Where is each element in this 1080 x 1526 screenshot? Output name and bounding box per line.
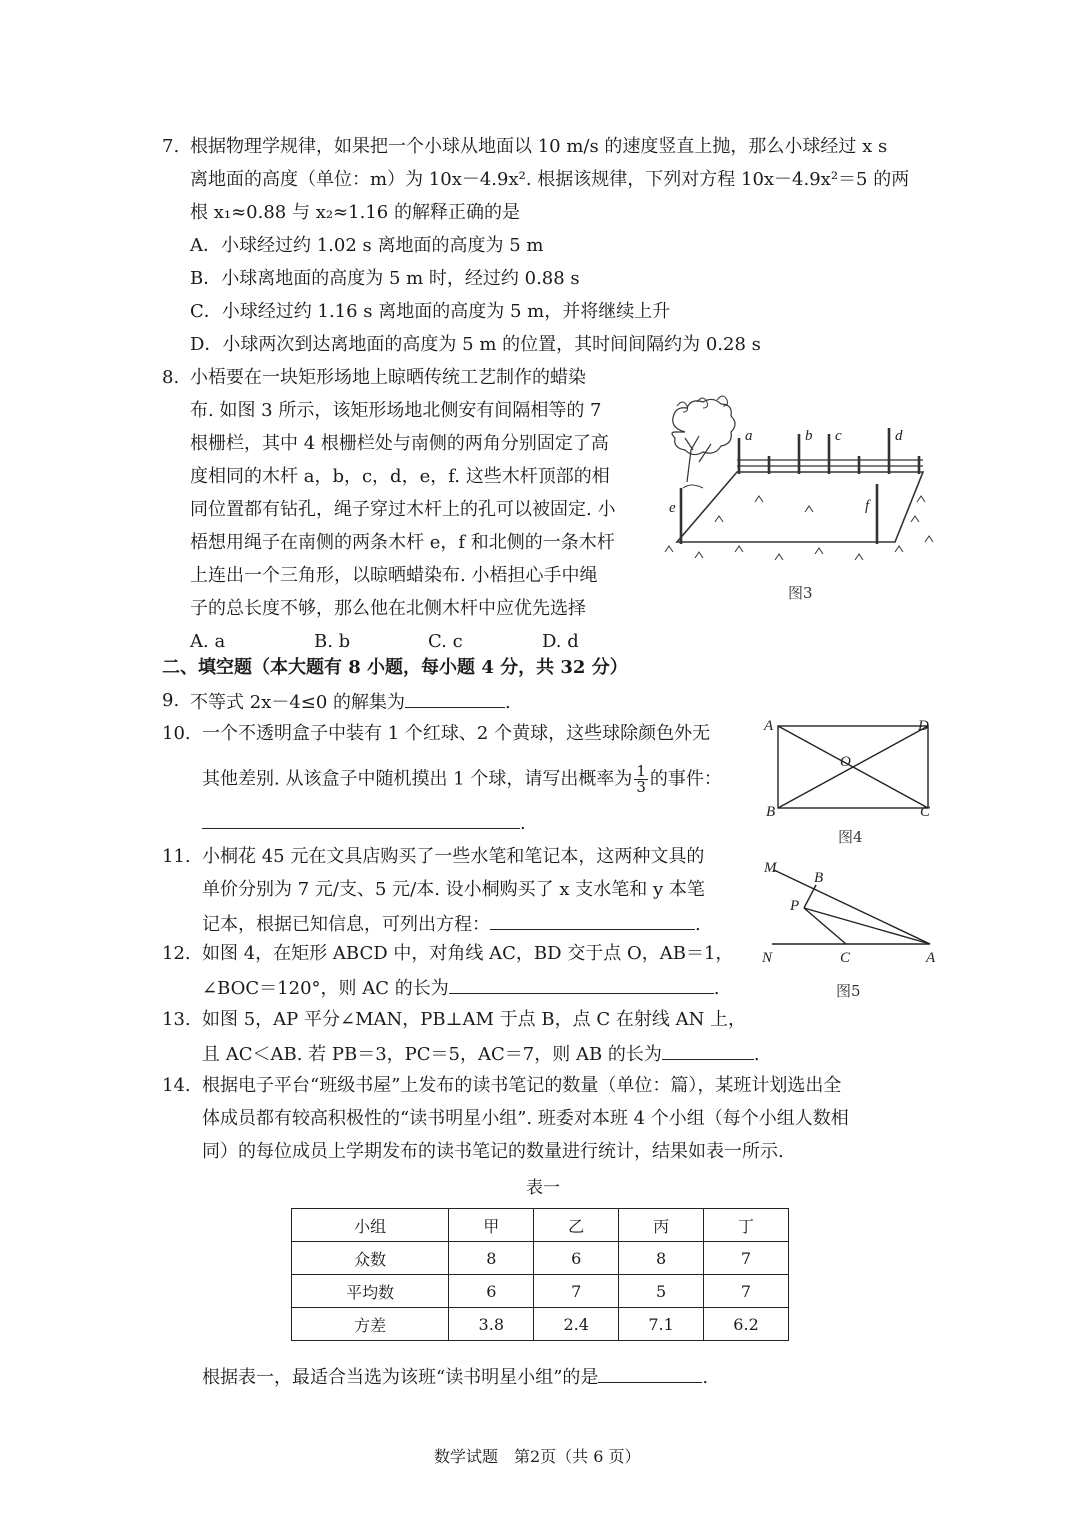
- table-cell: 3.8: [449, 1308, 534, 1341]
- q10-line-2-pre: 其他差别. 从该盒子中随机摸出 1 个球，请写出概率为: [202, 768, 633, 790]
- q12-line-2: [202, 975, 719, 1001]
- table-cell: 甲: [449, 1209, 534, 1242]
- fig5-label-n: N: [762, 950, 773, 966]
- q13-line-2-text: 且 AC＜AB. 若 PB＝3，PC＝5，AC＝7，则 AB 的长为: [202, 1044, 662, 1065]
- table-cell: 7.1: [619, 1308, 704, 1341]
- table-cell: 7: [704, 1242, 789, 1275]
- table-1-title: 表一: [526, 1178, 560, 1198]
- fig4-label-a: A: [764, 718, 774, 734]
- q12-number: 12.: [162, 943, 191, 964]
- q10-fraction-denominator: 3: [636, 778, 646, 796]
- table-cell: 6: [534, 1242, 619, 1275]
- figure-3-drawing: [655, 392, 945, 582]
- q8-option-d: D. d: [542, 631, 579, 652]
- figure-5-drawing: [760, 856, 945, 966]
- fig4-label-c: C: [920, 804, 931, 820]
- q8-option-b: B. b: [314, 631, 351, 652]
- fig3-label-e: e: [669, 500, 676, 516]
- fig3-label-f: f: [865, 498, 870, 514]
- fig5-segment-pb: [804, 885, 816, 908]
- fig3-label-b: b: [805, 428, 813, 444]
- q7-option-c: C．小球经过约 1.16 s 离地面的高度为 5 m，并将继续上升: [190, 301, 671, 322]
- q10-line-1: 一个不透明盒子中装有 1 个红球、2 个黄球，这些球除颜色外无: [202, 723, 711, 744]
- q12-answer-blank[interactable]: [449, 975, 714, 994]
- figure-4-drawing: [760, 712, 940, 824]
- q13-line-1: 如图 5，AP 平分∠MAN，PB⊥AM 于点 B，点 C 在射线 AN 上，: [202, 1009, 747, 1030]
- q10-end: .: [520, 813, 526, 834]
- q9-text: [190, 689, 511, 715]
- q14-line-3: 同）的每位成员上学期发布的读书笔记的数量进行统计，结果如表一所示.: [202, 1141, 784, 1162]
- q12-line-1: 如图 4，在矩形 ABCD 中，对角线 AC，BD 交于点 O，AB＝1，: [202, 943, 734, 964]
- figure-4-caption: 图4: [838, 828, 863, 846]
- q14-line-1: 根据电子平台“班级书屋”上发布的读书笔记的数量（单位：篇），某班计划选出全: [202, 1075, 842, 1096]
- q7-option-b: B．小球离地面的高度为 5 m 时，经过约 0.88 s: [190, 268, 580, 289]
- table-cell: 7: [534, 1275, 619, 1308]
- table-cell: 5: [619, 1275, 704, 1308]
- q8-line-4: 度相同的木杆 a，b，c，d，e，f. 这些木杆顶部的相: [190, 466, 610, 487]
- fig4-label-d: D: [918, 718, 929, 734]
- table-cell: 6.2: [704, 1308, 789, 1341]
- table-cell: 6: [449, 1275, 534, 1308]
- q10-number: 10.: [162, 723, 191, 744]
- fig5-label-p: P: [790, 898, 800, 914]
- q11-line-3: [202, 911, 701, 937]
- fig5-label-m: M: [764, 860, 777, 876]
- table-cell: 8: [619, 1242, 704, 1275]
- table-cell: 2.4: [534, 1308, 619, 1341]
- table-row: [292, 1308, 789, 1341]
- q10-fraction-numerator: 1: [636, 762, 646, 780]
- q8-option-c: C. c: [428, 631, 463, 652]
- q14-conclusion-text: 根据表一，最适合当选为该班“读书明星小组”的是: [202, 1367, 599, 1388]
- q7-line-3: 根 x₁≈0.88 与 x₂≈1.16 的解释正确的是: [190, 202, 520, 223]
- q8-option-a: A. a: [190, 631, 226, 652]
- fig3-label-a: a: [745, 428, 753, 444]
- q9-stem: 不等式 2x－4≤0 的解集为: [190, 692, 406, 713]
- q8-number: 8.: [162, 367, 180, 388]
- q9-number: 9.: [162, 690, 180, 711]
- table-cell: 众数: [292, 1242, 449, 1275]
- fig4-label-o: O: [840, 754, 851, 770]
- q7-line-2: 离地面的高度（单位：m）为 10x－4.9x². 根据该规律，下列对方程 10x－4.9x²＝5 的两: [190, 169, 910, 190]
- table-cell: 8: [449, 1242, 534, 1275]
- q11-line-3-text: 记本，根据已知信息，可列出方程：: [202, 914, 490, 935]
- q11-line-2: 单价分别为 7 元/支、5 元/本. 设小桐购买了 x 支水笔和 y 本笔: [202, 879, 705, 900]
- q13-answer-blank[interactable]: [662, 1041, 754, 1060]
- q13-end: .: [753, 1044, 760, 1065]
- fig5-label-b: B: [814, 870, 824, 886]
- table-row: [292, 1275, 789, 1308]
- q10-line-2: [202, 764, 722, 795]
- q8-line-3: 根栅栏，其中 4 根栅栏处与南侧的两角分别固定了高: [190, 433, 609, 454]
- q11-answer-blank[interactable]: [490, 911, 695, 930]
- table-cell: 小组: [292, 1209, 449, 1242]
- fig3-label-c: c: [835, 428, 842, 444]
- section-2-title: 二、填空题（本大题有 8 小题，每小题 4 分，共 32 分）: [162, 657, 628, 678]
- q11-end: .: [695, 914, 701, 935]
- q7-line-1: 根据物理学规律，如果把一个小球从地面以 10 m/s 的速度竖直上抛，那么小球经过 x s: [190, 136, 888, 157]
- q8-line-1: 小梧要在一块矩形场地上晾晒传统工艺制作的蜡染: [190, 367, 586, 388]
- fig3-label-d: d: [895, 428, 903, 444]
- table-row: [292, 1242, 789, 1275]
- q13-line-2: [202, 1041, 760, 1067]
- q8-line-8: 子的总长度不够，那么他在北侧木杆中应优先选择: [190, 598, 586, 619]
- q9-end: .: [505, 692, 511, 713]
- q14-end: .: [702, 1367, 709, 1388]
- q14-line-2: 体成员都有较高积极性的“读书明星小组”. 班委对本班 4 个小组（每个小组人数相: [202, 1108, 849, 1129]
- table-cell: 平均数: [292, 1275, 449, 1308]
- q8-line-7: 上连出一个三角形，以晾晒蜡染布. 小梧担心手中绳: [190, 565, 598, 586]
- q14-answer-blank[interactable]: [598, 1364, 702, 1383]
- fig5-label-c: C: [840, 950, 851, 966]
- q12-line-2-text: ∠BOC＝120°，则 AC 的长为: [202, 978, 449, 999]
- table-cell: 乙: [534, 1209, 619, 1242]
- table-cell: 丁: [704, 1209, 789, 1242]
- q8-line-6: 梧想用绳子在南侧的两条木杆 e，f 和北侧的一条木杆: [190, 532, 615, 553]
- page-footer: 数学试题 第2页（共 6 页）: [434, 1447, 641, 1466]
- q7-option-a: A．小球经过约 1.02 s 离地面的高度为 5 m: [190, 235, 544, 256]
- table-cell: 方差: [292, 1308, 449, 1341]
- q10-answer-blank[interactable]: [202, 810, 520, 829]
- q14-number: 14.: [162, 1075, 191, 1096]
- q12-end: .: [713, 978, 720, 999]
- q7-number: 7.: [162, 136, 180, 157]
- q14-conclusion: [202, 1364, 708, 1390]
- q10-line-2-post: 的事件：: [649, 768, 722, 790]
- figure-5-caption: 图5: [836, 982, 861, 1000]
- q8-line-2: 布. 如图 3 所示，该矩形场地北侧安有间隔相等的 7: [190, 400, 602, 421]
- table-1: [291, 1208, 789, 1341]
- q8-line-5: 同位置都有钻孔，绳子穿过木杆上的孔可以被固定. 小: [190, 499, 616, 520]
- table-cell: 丙: [619, 1209, 704, 1242]
- q13-number: 13.: [162, 1009, 191, 1030]
- fig4-label-b: B: [766, 804, 776, 820]
- q7-option-d: D．小球两次到达离地面的高度为 5 m 的位置，其时间间隔约为 0.28 s: [190, 334, 761, 355]
- q11-number: 11.: [162, 846, 191, 867]
- q10-line-3: [202, 810, 526, 836]
- q9-answer-blank[interactable]: [405, 689, 505, 708]
- fig5-label-a: A: [926, 950, 936, 966]
- q11-line-1: 小桐花 45 元在文具店购买了一些水笔和笔记本，这两种文具的: [202, 846, 705, 867]
- figure-3-caption: 图3: [788, 584, 813, 602]
- table-row: [292, 1209, 789, 1242]
- table-cell: 7: [704, 1275, 789, 1308]
- q10-fraction: [634, 764, 648, 795]
